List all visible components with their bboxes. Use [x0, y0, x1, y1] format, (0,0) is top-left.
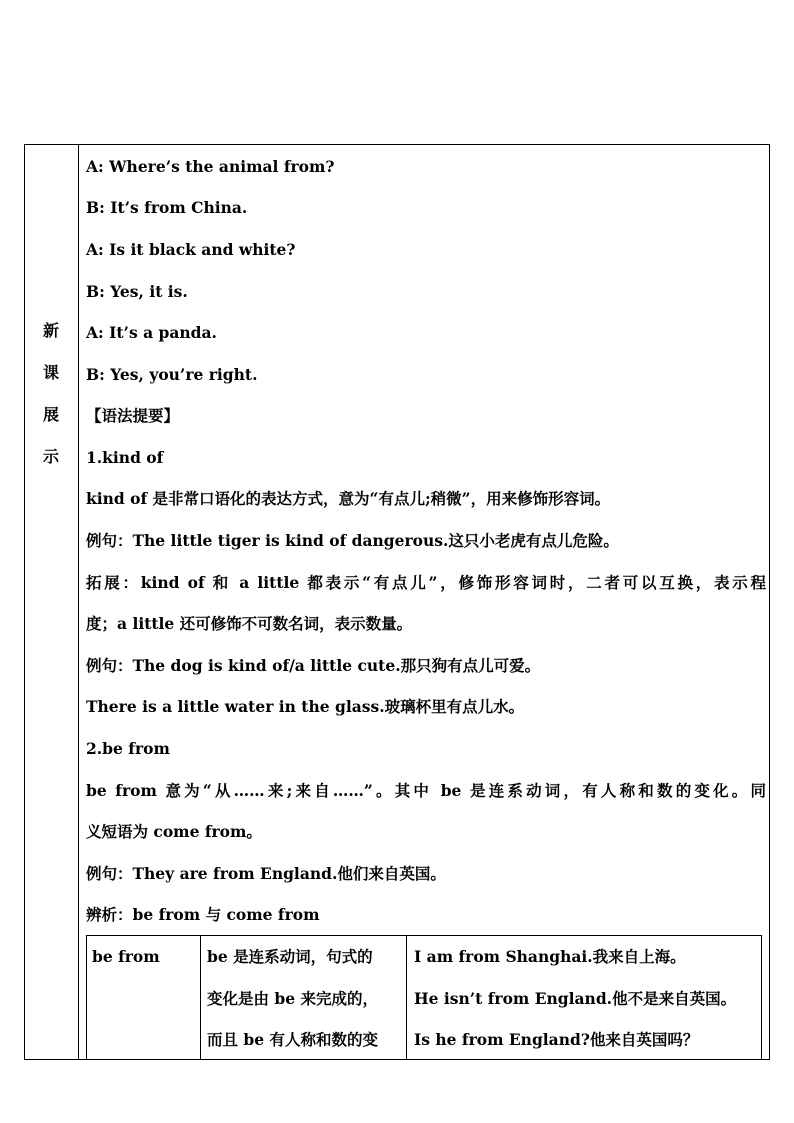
comparison-explanation-line: 变化是由 be 来完成的， — [207, 989, 378, 1008]
comparison-explanation-line: 而且 be 有人称和数的变 — [207, 1030, 378, 1049]
side-label-char: 课 — [42, 363, 59, 382]
dialogue-line: B: Yes, it is. — [86, 282, 188, 301]
grammar-text: kind of 是非常口语化的表达方式，意为“有点儿;稍微”，用来修饰形容词。 — [86, 489, 611, 508]
comparison-explanation-line: be 是连系动词，句式的 — [207, 947, 373, 966]
example-sentence: 例句：The dog is kind of/a little cute.那只狗有点儿可爱。 — [86, 656, 541, 675]
section-heading: 【语法提要】 — [86, 406, 180, 425]
grammar-point-title: 2.be from — [86, 739, 170, 758]
dialogue-line: B: It’s from China. — [86, 198, 248, 217]
side-label-char: 展 — [42, 405, 59, 424]
dialogue-line: A: Where’s the animal from? — [86, 157, 335, 176]
comparison-heading: 辨析：be from 与 come from — [86, 905, 320, 924]
grammar-text: 度；a little 还可修饰不可数名词，表示数量。 — [86, 614, 413, 633]
side-label-char: 新 — [42, 321, 59, 340]
comparison-term: be from — [92, 947, 160, 966]
dialogue-line: A: Is it black and white? — [86, 240, 296, 259]
dialogue-line: A: It’s a panda. — [86, 323, 217, 342]
column-divider — [78, 144, 79, 1060]
dialogue-line: B: Yes, you’re right. — [86, 365, 258, 384]
grammar-point-title: 1.kind of — [86, 448, 164, 467]
comparison-table-divider — [200, 935, 201, 1059]
grammar-text: 拓展：kind of 和 a little 都表示“有点儿”，修饰形容词时，二者可以互换，表示程 — [86, 573, 766, 592]
grammar-text: 义短语为 come from。 — [86, 822, 262, 841]
grammar-text: be from 意为“从……来;来自……”。其中 be 是连系动词，有人称和数的变化。同 — [86, 781, 766, 800]
example-sentence: 例句：The little tiger is kind of dangerous.这只小老虎有点儿危险。 — [86, 531, 619, 550]
side-label — [24, 144, 78, 1060]
comparison-example: He isn’t from England.他不是来自英国。 — [414, 989, 737, 1008]
side-label-char: 示 — [42, 447, 59, 466]
comparison-example: Is he from England?他来自英国吗？ — [414, 1030, 699, 1049]
comparison-table-divider — [406, 935, 407, 1059]
example-sentence: There is a little water in the glass.玻璃杯里有点儿水。 — [86, 697, 525, 716]
example-sentence: 例句：They are from England.他们来自英国。 — [86, 864, 446, 883]
comparison-example: I am from Shanghai.我来自上海。 — [414, 947, 686, 966]
